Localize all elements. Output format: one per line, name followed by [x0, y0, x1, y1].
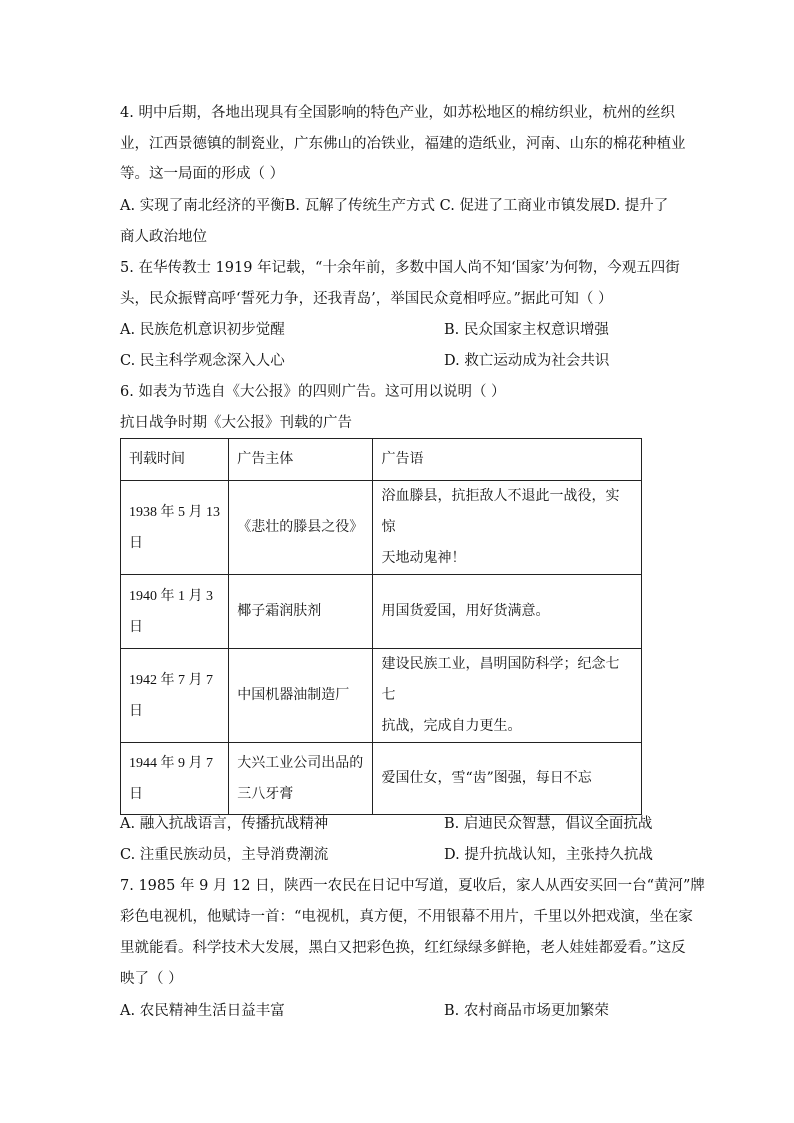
q5-option-b: B. 民众国家主权意识增强 [444, 322, 609, 338]
q4-stem-line3: 等。这一局面的形成（ ） [120, 166, 285, 182]
header-slogan: 广告语 [373, 439, 642, 481]
cell-date [121, 575, 229, 649]
slogan-part2: 抗战，完成自力更生。 [381, 718, 522, 734]
table-row [121, 575, 642, 649]
q6-option-b: B. 启迪民众智慧，倡议全面抗战 [444, 816, 653, 832]
slogan-part2: 天地动鬼神！ [381, 550, 466, 566]
cell-slogan [373, 481, 642, 575]
cell-slogan [373, 743, 642, 815]
table-header-row [121, 439, 642, 481]
cell-subject [229, 743, 373, 815]
q6-option-d: D. 提升抗战认知，主张持久抗战 [444, 847, 653, 863]
subject-part2: 三八牙膏 [237, 785, 294, 802]
q6-option-a: A. 融入抗战语言，传播抗战精神 [120, 816, 329, 832]
date-part2: 日 [129, 785, 143, 802]
cell-subject [229, 575, 373, 649]
header-subject: 广告主体 [229, 439, 373, 481]
date-part1: 1944 年 9 月 7 [129, 755, 213, 771]
q6-option-c: C. 注重民族动员，主导消费潮流 [120, 847, 329, 863]
table-row [121, 649, 642, 743]
cell-date [121, 481, 229, 575]
date-part2: 日 [129, 618, 143, 635]
cell-subject [229, 481, 373, 575]
cell-subject [229, 649, 373, 743]
q7-option-a: A. 农民精神生活日益丰富 [120, 1003, 285, 1019]
q4-stem-line2: 业，江西景德镇的制瓷业，广东佛山的冶铁业，福建的造纸业，河南、山东的棉花种植业 [120, 136, 686, 152]
slogan-part1: 爱国仕女，雪“齿”图强，每日不忘 [381, 770, 592, 786]
q7-stem-line4: 映了（ ） [120, 971, 183, 987]
date-part2: 日 [129, 534, 143, 551]
subject-part1: 大兴工业公司出品的 [237, 754, 364, 771]
q4-options-line2: 商人政治地位 [120, 229, 207, 245]
cell-slogan [373, 649, 642, 743]
slogan-part1: 浴血滕县，抗拒敌人不退此一战役，实惊 [381, 488, 620, 535]
q5-option-d: D. 救亡运动成为社会共识 [444, 353, 610, 369]
date-part2: 日 [129, 702, 143, 719]
header-date: 刊载时间 [121, 439, 229, 481]
table-caption: 抗日战争时期《大公报》刊载的广告 [120, 415, 352, 431]
slogan-part1: 用国货爱国，用好货满意。 [381, 603, 550, 619]
q4-options-line1: A. 实现了南北经济的平衡B. 瓦解了传统生产方式 C. 促进了工商业市镇发展D. 提升了 [120, 198, 669, 214]
q7-stem-line1: 7. 1985 年 9 月 12 日，陕西一农民在日记中写道，夏收后，家人从西安买回一台“黄河”牌 [120, 878, 705, 894]
table-row [121, 481, 642, 575]
table-row [121, 743, 642, 815]
date-part1: 1940 年 1 月 3 [129, 588, 213, 604]
q4-stem-line1: 4. 明中后期，各地出现具有全国影响的特色产业，如苏松地区的棉纺织业，杭州的丝织 [120, 105, 675, 121]
slogan-part1: 建设民族工业，昌明国防科学；纪念七七 [381, 656, 620, 703]
q7-stem-line2: 彩色电视机，他赋诗一首：“电视机，真方便，不用银幕不用片，千里以外把戏演，坐在家 [120, 909, 693, 925]
subject-part1: 《悲壮的滕县之役》 [237, 519, 364, 535]
q5-option-a: A. 民族危机意识初步觉醒 [120, 322, 285, 338]
q7-stem-line3: 里就能看。科学技术大发展，黑白又把彩色换，红红绿绿多鲜艳，老人娃娃都爱看。”这反 [120, 940, 686, 956]
q6-stem: 6. 如表为节选自《大公报》的四则广告。这可用以说明（ ） [120, 384, 506, 400]
cell-date [121, 743, 229, 815]
q7-option-b: B. 农村商品市场更加繁荣 [444, 1003, 609, 1019]
date-part1: 1942 年 7 月 7 [129, 672, 213, 688]
subject-part1: 中国机器油制造厂 [237, 687, 350, 703]
q5-option-c: C. 民主科学观念深入人心 [120, 353, 285, 369]
date-part1: 1938 年 5 月 13 [129, 504, 220, 520]
cell-slogan [373, 575, 642, 649]
q5-stem-line2: 头，民众振臂高呼‘誓死力争，还我青岛’，举国民众竟相呼应。”据此可知（ ） [120, 291, 613, 307]
subject-part1: 椰子霜润肤剂 [237, 603, 322, 619]
ads-table [120, 438, 642, 815]
cell-date [121, 649, 229, 743]
q5-stem-line1: 5. 在华传教士 1919 年记载，“十余年前，多数中国人尚不知‘国家’为何物，今观五四街 [120, 260, 680, 276]
